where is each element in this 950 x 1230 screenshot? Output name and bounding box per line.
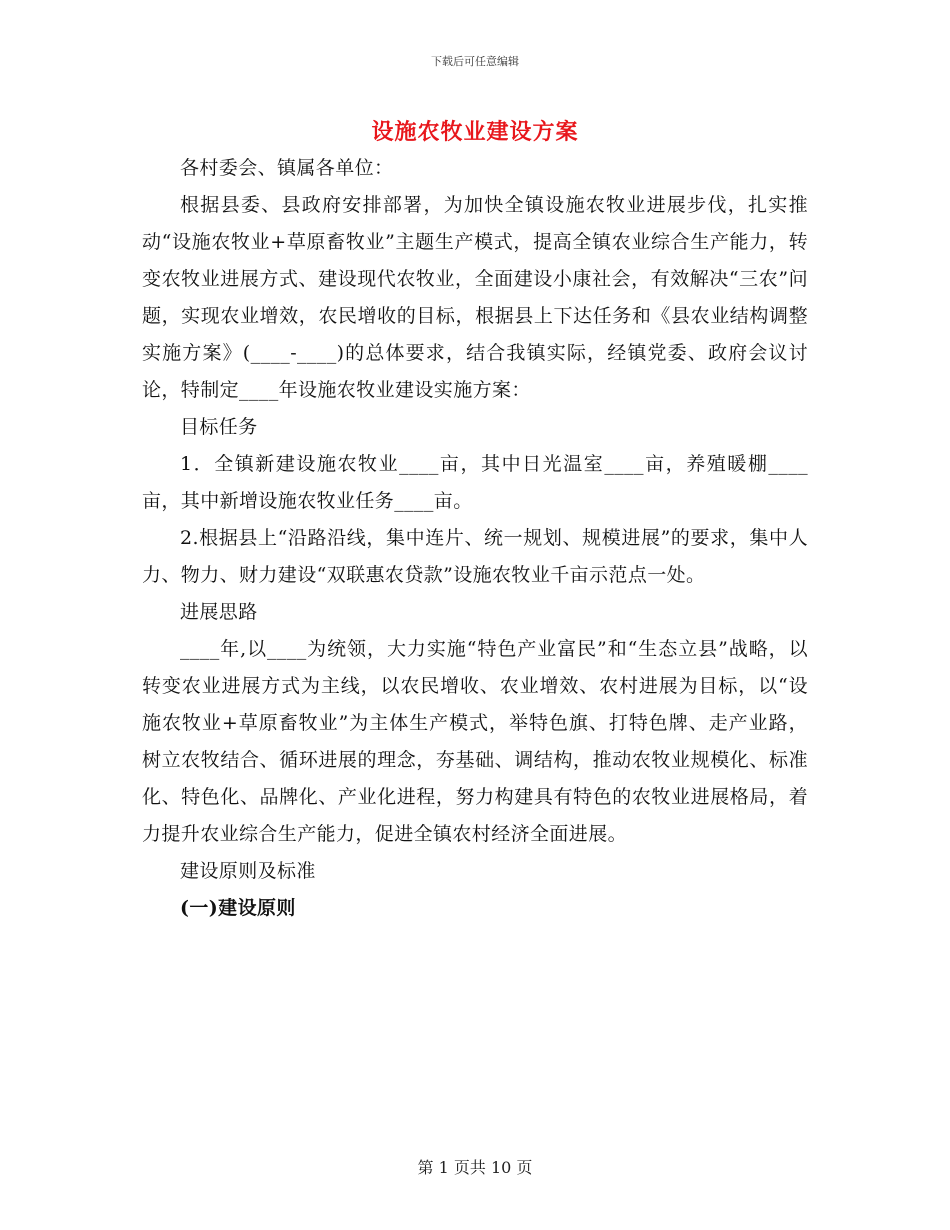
intro-paragraph: 根据县委、县政府安排部署，为加快全镇设施农牧业进展步伐，扎实推动“设施农牧业+草原畜牧业”主题生产模式，提高全镇农业综合生产能力，转变农牧业进展方式、建设现代农牧业，全面建设小康社会，有效解决“三农”问题，实现农业增效，农民增收的目标，根据县上下达任务和《县农业结构调整实施方案》(____-____)的总体要求，结合我镇实际，经镇党委、政府会议讨论，特制定____年设施农牧业建设实施方案： xyxy=(142,194,808,401)
document-title: 设施农牧业建设方案 xyxy=(371,119,579,145)
document-body xyxy=(142,150,808,927)
page-footer: 第 1 页共 10 页 xyxy=(417,1158,533,1177)
section-heading-principles: 建设原则及标准 xyxy=(180,860,316,882)
subheading-principles: (一)建设原则 xyxy=(180,897,296,919)
section-heading-approach: 进展思路 xyxy=(180,601,258,623)
salutation: 各村委会、镇属各单位： xyxy=(180,157,394,179)
header-note: 下载后可任意编辑 xyxy=(431,55,519,68)
goal-item-2: 2.根据县上“沿路沿线，集中连片、统一规划、规模进展”的要求，集中人力、物力、财力建设“双联惠农贷款”设施农牧业千亩示范点一处。 xyxy=(142,527,808,586)
section-heading-goals: 目标任务 xyxy=(180,416,258,438)
approach-paragraph: ____年,以____为统领，大力实施“特色产业富民”和“生态立县”战略，以转变农业进展方式为主线，以农民增收、农业增效、农村进展为目标，以“设施农牧业+草原畜牧业”为主体生产模式，举特色旗、打特色牌、走产业路，树立农牧结合、循环进展的理念，夯基础、调结构，推动农牧业规模化、标准化、特色化、品牌化、产业化进程，努力构建具有特色的农牧业进展格局，着力提升农业综合生产能力，促进全镇农村经济全面进展。 xyxy=(142,638,808,845)
goal-item-1: 1．全镇新建设施农牧业____亩，其中日光温室____亩，养殖暖棚____亩，其中新增设施农牧业任务____亩。 xyxy=(142,453,808,512)
